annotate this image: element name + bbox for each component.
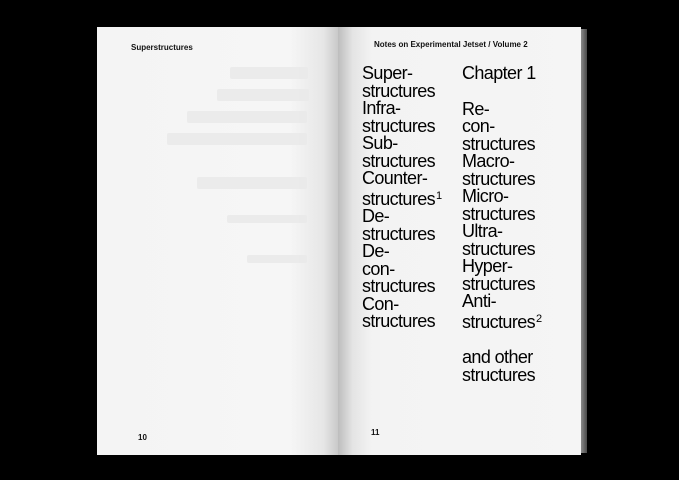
column-line: Anti- xyxy=(462,291,497,311)
column-line: structures xyxy=(462,203,536,224)
page-stack-edge xyxy=(581,29,587,453)
spacer xyxy=(462,83,542,101)
column-line: structures xyxy=(362,311,436,331)
column-line: structures xyxy=(462,133,536,154)
right-text-column xyxy=(462,65,542,384)
open-book xyxy=(97,27,587,455)
column-line: structures xyxy=(462,364,536,385)
column-line: con- xyxy=(462,116,495,136)
running-head: Superstructures xyxy=(131,43,193,52)
column-line-with-footnote xyxy=(362,188,442,209)
page-number: 10 xyxy=(138,433,147,442)
column-line: structures xyxy=(362,80,436,101)
show-through-mark xyxy=(197,177,307,189)
column-line: Micro- xyxy=(462,186,509,206)
running-head: Notes on Experimental Jetset / Volume 2 xyxy=(374,40,528,49)
column-line: Counter- xyxy=(362,168,428,188)
column-line: structures xyxy=(362,188,436,209)
column-line: De- xyxy=(362,241,390,261)
column-line-with-footnote xyxy=(462,311,542,332)
show-through-mark xyxy=(187,111,307,123)
show-through-mark xyxy=(227,215,307,223)
column-line: structures xyxy=(362,276,436,296)
column-line: structures xyxy=(362,223,436,244)
column-line: Hyper- xyxy=(462,256,513,276)
column-line: con- xyxy=(362,258,395,279)
column-line: structures xyxy=(462,168,536,189)
column-line: structures xyxy=(462,238,536,259)
column-line: structures xyxy=(362,115,436,136)
column-line: and other xyxy=(462,347,533,367)
chapter-heading: Chapter 1 xyxy=(462,63,536,83)
right-page xyxy=(338,27,581,455)
column-line: Sub- xyxy=(362,133,398,153)
column-line: Infra- xyxy=(362,98,401,118)
footnote-marker: 1 xyxy=(436,189,443,202)
show-through-mark xyxy=(247,255,307,263)
column-line: Macro- xyxy=(462,151,515,171)
show-through-mark xyxy=(217,89,309,101)
column-line: Super- xyxy=(362,63,413,83)
column-line: structures xyxy=(462,311,536,332)
column-line: Ultra- xyxy=(462,221,503,241)
column-line: De- xyxy=(362,206,390,226)
left-page xyxy=(97,27,338,455)
footnote-marker: 2 xyxy=(536,312,543,325)
column-line: structures xyxy=(462,273,536,294)
column-line: Re- xyxy=(462,98,490,119)
column-line: Con- xyxy=(362,293,399,314)
column-line: structures xyxy=(362,150,436,171)
page-number: 11 xyxy=(371,428,380,437)
show-through-mark xyxy=(167,133,307,145)
left-text-column xyxy=(362,65,442,331)
show-through-mark xyxy=(230,67,308,79)
